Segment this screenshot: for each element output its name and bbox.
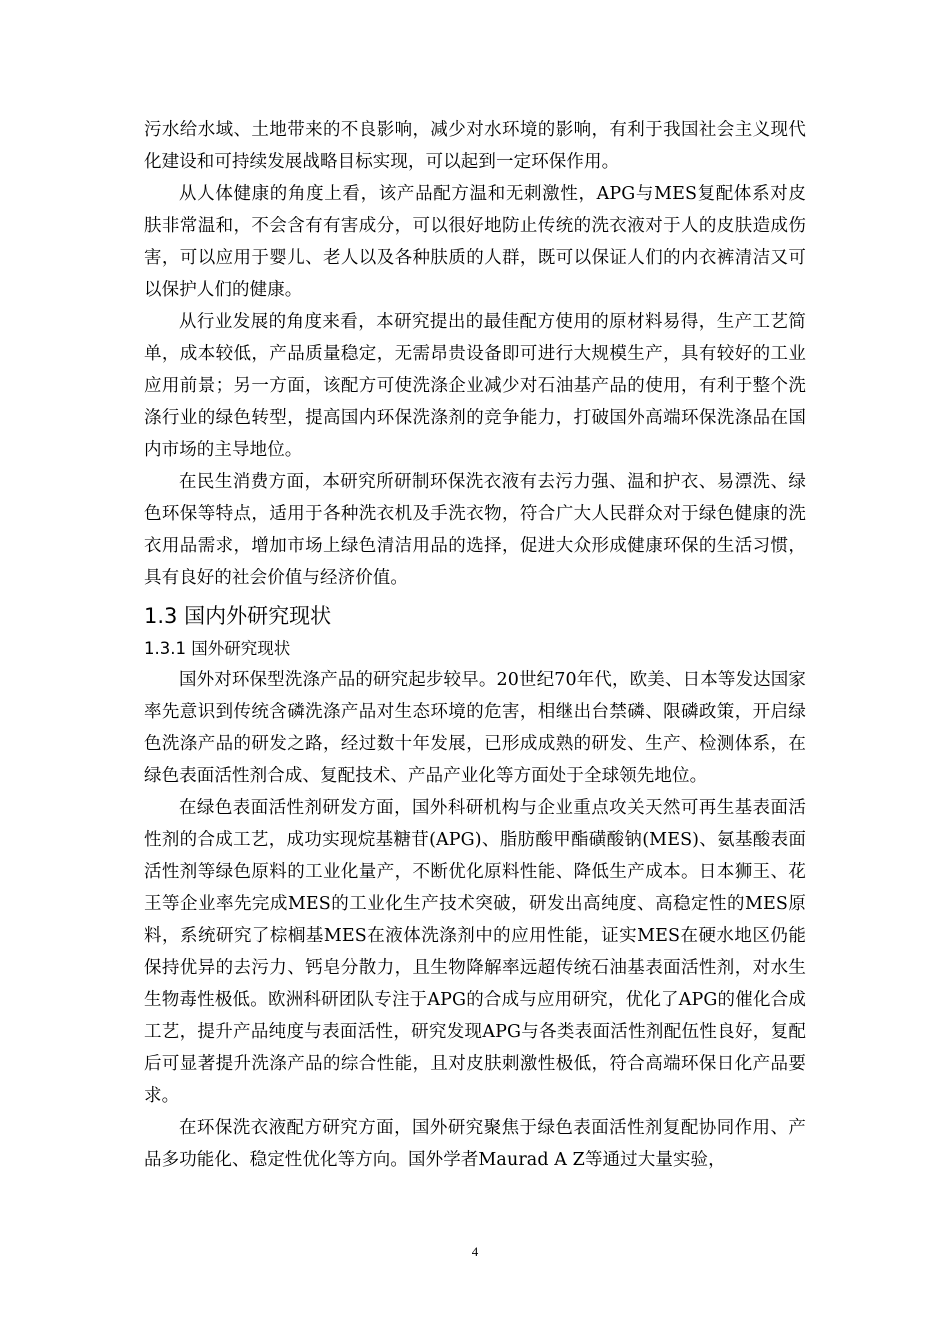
- body-paragraph: 在环保洗衣液配方研究方面，国外研究聚焦于绿色表面活性剂复配协同作用、产品多功能化、稳定性优化等方向。国外学者Maurad A Z等通过大量实验，: [144, 1118, 806, 1170]
- body-paragraph: 从行业发展的角度来看，本研究提出的最佳配方使用的原材料易得，生产工艺简单，成本较低，产品质量稳定，无需昂贵设备即可进行大规模生产，具有较好的工业应用前景；另一方面，该配方可使洗涤企业减少对石油基产品的使用，有利于整个洗涤行业的绿色转型，提高国内环保洗涤剂的竞争能力，打破国外高端环保洗涤品在国内市场的主导地位。: [144, 312, 806, 460]
- page-body: [144, 114, 806, 1176]
- section-heading: 1.3 国内外研究现状: [144, 604, 332, 628]
- body-paragraph: 从人体健康的角度上看，该产品配方温和无刺激性，APG与MES复配体系对皮肤非常温和，不会含有有害成分，可以很好地防止传统的洗衣液对于人的皮肤造成伤害，可以应用于婴儿、老人以及各种肤质的人群，既可以保证人们的内衣裤清洁又可以保护人们的健康。: [144, 184, 806, 300]
- body-paragraph: 污水给水域、土地带来的不良影响，减少对水环境的影响，有利于我国社会主义现代化建设和可持续发展战略目标实现，可以起到一定环保作用。: [144, 120, 806, 172]
- subsection-heading: 1.3.1 国外研究现状: [144, 639, 291, 658]
- body-paragraph: 在民生消费方面，本研究所研制环保洗衣液有去污力强、温和护衣、易漂洗、绿色环保等特点，适用于各种洗衣机及手洗衣物，符合广大人民群众对于绿色健康的洗衣用品需求，增加市场上绿色清洁用品的选择，促进大众形成健康环保的生活习惯，具有良好的社会价值与经济价值。: [144, 472, 806, 588]
- page-number: 4: [471, 1244, 479, 1259]
- body-paragraph: 国外对环保型洗涤产品的研究起步较早。20世纪70年代，欧美、日本等发达国家率先意识到传统含磷洗涤产品对生态环境的危害，相继出台禁磷、限磷政策，开启绿色洗涤产品的研发之路，经过数十年发展，已形成成熟的研发、生产、检测体系，在绿色表面活性剂合成、复配技术、产品产业化等方面处于全球领先地位。: [144, 670, 806, 786]
- body-paragraph: 在绿色表面活性剂研发方面，国外科研机构与企业重点攻关天然可再生基表面活性剂的合成工艺，成功实现烷基糖苷(APG)、脂肪酸甲酯磺酸钠(MES)、氨基酸表面活性剂等绿色原料的工业化量产，不断优化原料性能、降低生产成本。日本狮王、花王等企业率先完成MES的工业化生产技术突破，研发出高纯度、高稳定性的MES原料，系统研究了棕榈基MES在液体洗涤剂中的应用性能，证实MES在硬水地区仍能保持优异的去污力、钙皂分散力，且生物降解率远超传统石油基表面活性剂，对水生生物毒性极低。欧洲科研团队专注于APG的合成与应用研究，优化了APG的催化合成工艺，提升产品纯度与表面活性，研究发现APG与各类表面活性剂配伍性良好，复配后可显著提升洗涤产品的综合性能，且对皮肤刺激性极低，符合高端环保日化产品要求。: [144, 798, 806, 1106]
